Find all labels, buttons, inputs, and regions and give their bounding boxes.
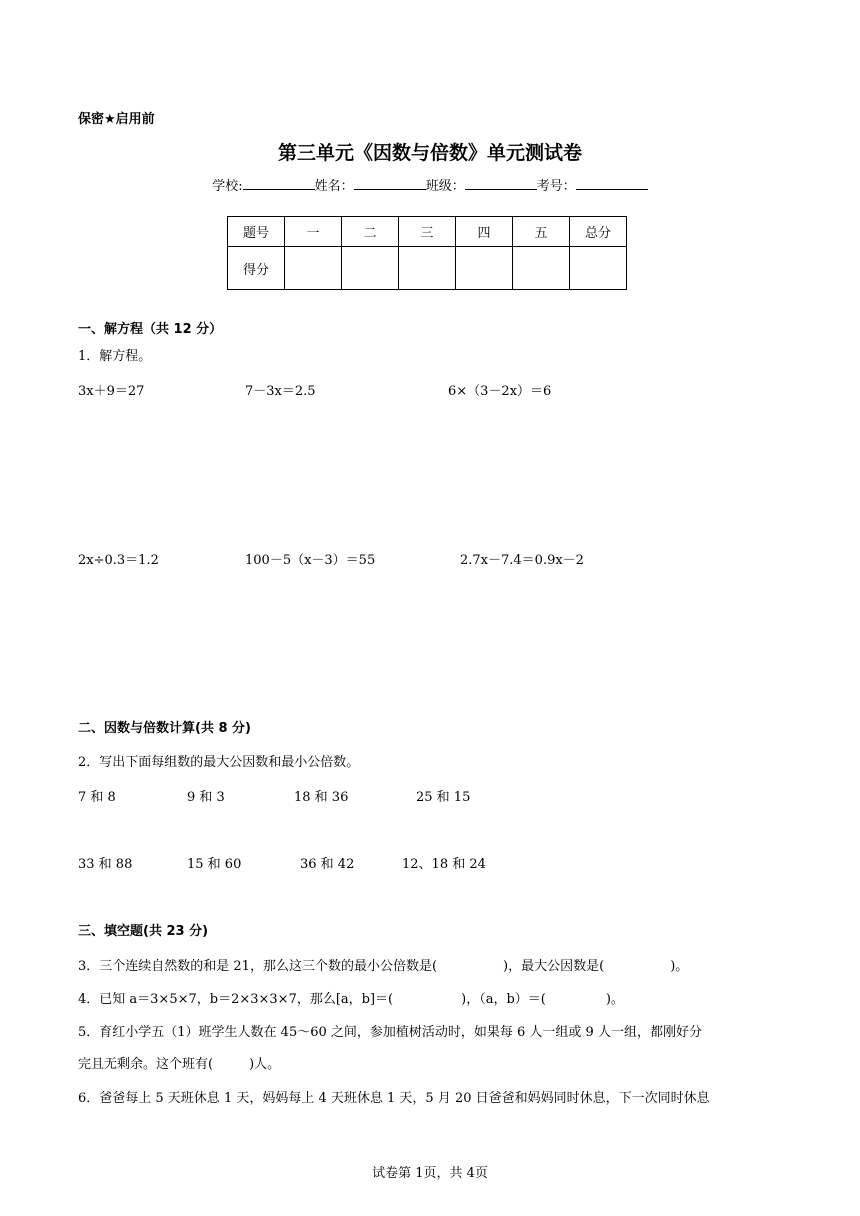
- name-label: 姓名：: [314, 179, 354, 194]
- question-4: [78, 988, 624, 1007]
- score-cell: 二: [342, 217, 399, 247]
- number-pair: 18 和 36: [294, 790, 349, 805]
- section-3-heading: 三、填空题(共 23 分): [78, 924, 209, 939]
- score-input-cell[interactable]: [285, 247, 342, 290]
- confidential-label: 保密★启用前: [78, 112, 155, 127]
- score-row-label: 得分: [228, 247, 285, 290]
- score-cell: 总分: [570, 217, 627, 247]
- number-pair: 7 和 8: [78, 790, 116, 805]
- question-1: 1．解方程。: [78, 349, 152, 364]
- question-5-text: 完且无剩余。这个班有(: [78, 1057, 214, 1072]
- score-cell: 题号: [228, 217, 285, 247]
- question-3-text: )。: [670, 959, 689, 974]
- school-blank[interactable]: [243, 177, 315, 190]
- equation: 6×（3－2x）＝6: [448, 384, 552, 399]
- score-input-cell[interactable]: [570, 247, 627, 290]
- question-4-text: 4．已知 a＝3×5×7，b＝2×3×3×7，那么[a，b]＝(: [78, 992, 394, 1007]
- score-table-score-row: [228, 247, 627, 290]
- question-5-line-1: 5．育红小学五（1）班学生人数在 45～60 之间，参加植树活动时，如果每 6 人一组或 9 人一组，都刚好分: [78, 1025, 702, 1040]
- school-label: 学校:: [212, 179, 243, 194]
- question-3: [78, 955, 688, 974]
- number-pair: 9 和 3: [187, 790, 225, 805]
- question-5-line-2: [78, 1053, 280, 1072]
- number-pair: 12、18 和 24: [402, 857, 486, 872]
- score-cell: 四: [456, 217, 513, 247]
- section-1-heading: 一、解方程（共 12 分）: [78, 322, 223, 337]
- number-pair: 25 和 15: [416, 790, 471, 805]
- page-title: 第三单元《因数与倍数》单元测试卷: [277, 142, 582, 164]
- equation: 2.7x－7.4＝0.9x－2: [460, 553, 584, 568]
- number-pair: 36 和 42: [300, 857, 355, 872]
- question-4-text: )，（a，b）＝(: [461, 992, 546, 1007]
- class-label: 班级：: [425, 179, 465, 194]
- score-cell: 五: [513, 217, 570, 247]
- class-blank[interactable]: [465, 177, 537, 190]
- score-table: [227, 216, 627, 290]
- score-input-cell[interactable]: [399, 247, 456, 290]
- student-info-line: [0, 175, 860, 194]
- score-input-cell[interactable]: [456, 247, 513, 290]
- number-pair: 15 和 60: [187, 857, 242, 872]
- question-2: 2．写出下面每组数的最大公因数和最小公倍数。: [78, 755, 360, 770]
- equation: 100－5（x－3）＝55: [245, 553, 376, 568]
- question-3-text: 3．三个连续自然数的和是 21，那么这三个数的最小公倍数是(: [78, 959, 438, 974]
- equation: 3x＋9＝27: [78, 384, 145, 399]
- question-5-text: )人。: [249, 1057, 281, 1072]
- equation: 7－3x＝2.5: [245, 384, 316, 399]
- number-pair: 33 和 88: [78, 857, 133, 872]
- score-input-cell[interactable]: [513, 247, 570, 290]
- score-cell: 一: [285, 217, 342, 247]
- question-6: 6．爸爸每上 5 天班休息 1 天，妈妈每上 4 天班休息 1 天，5 月 20 日爸爸和妈妈同时休息，下一次同时休息: [78, 1091, 710, 1106]
- score-cell: 三: [399, 217, 456, 247]
- exam-no-label: 考号：: [536, 179, 576, 194]
- question-3-text: )，最大公因数是(: [503, 959, 605, 974]
- exam-no-blank[interactable]: [576, 177, 648, 190]
- section-2-heading: 二、因数与倍数计算(共 8 分): [78, 721, 251, 736]
- score-input-cell[interactable]: [342, 247, 399, 290]
- score-table-header-row: [228, 217, 627, 247]
- name-blank[interactable]: [354, 177, 426, 190]
- page-footer: 试卷第 1页，共 4页: [372, 1166, 488, 1181]
- equation: 2x÷0.3＝1.2: [78, 553, 159, 568]
- question-4-text: )。: [605, 992, 624, 1007]
